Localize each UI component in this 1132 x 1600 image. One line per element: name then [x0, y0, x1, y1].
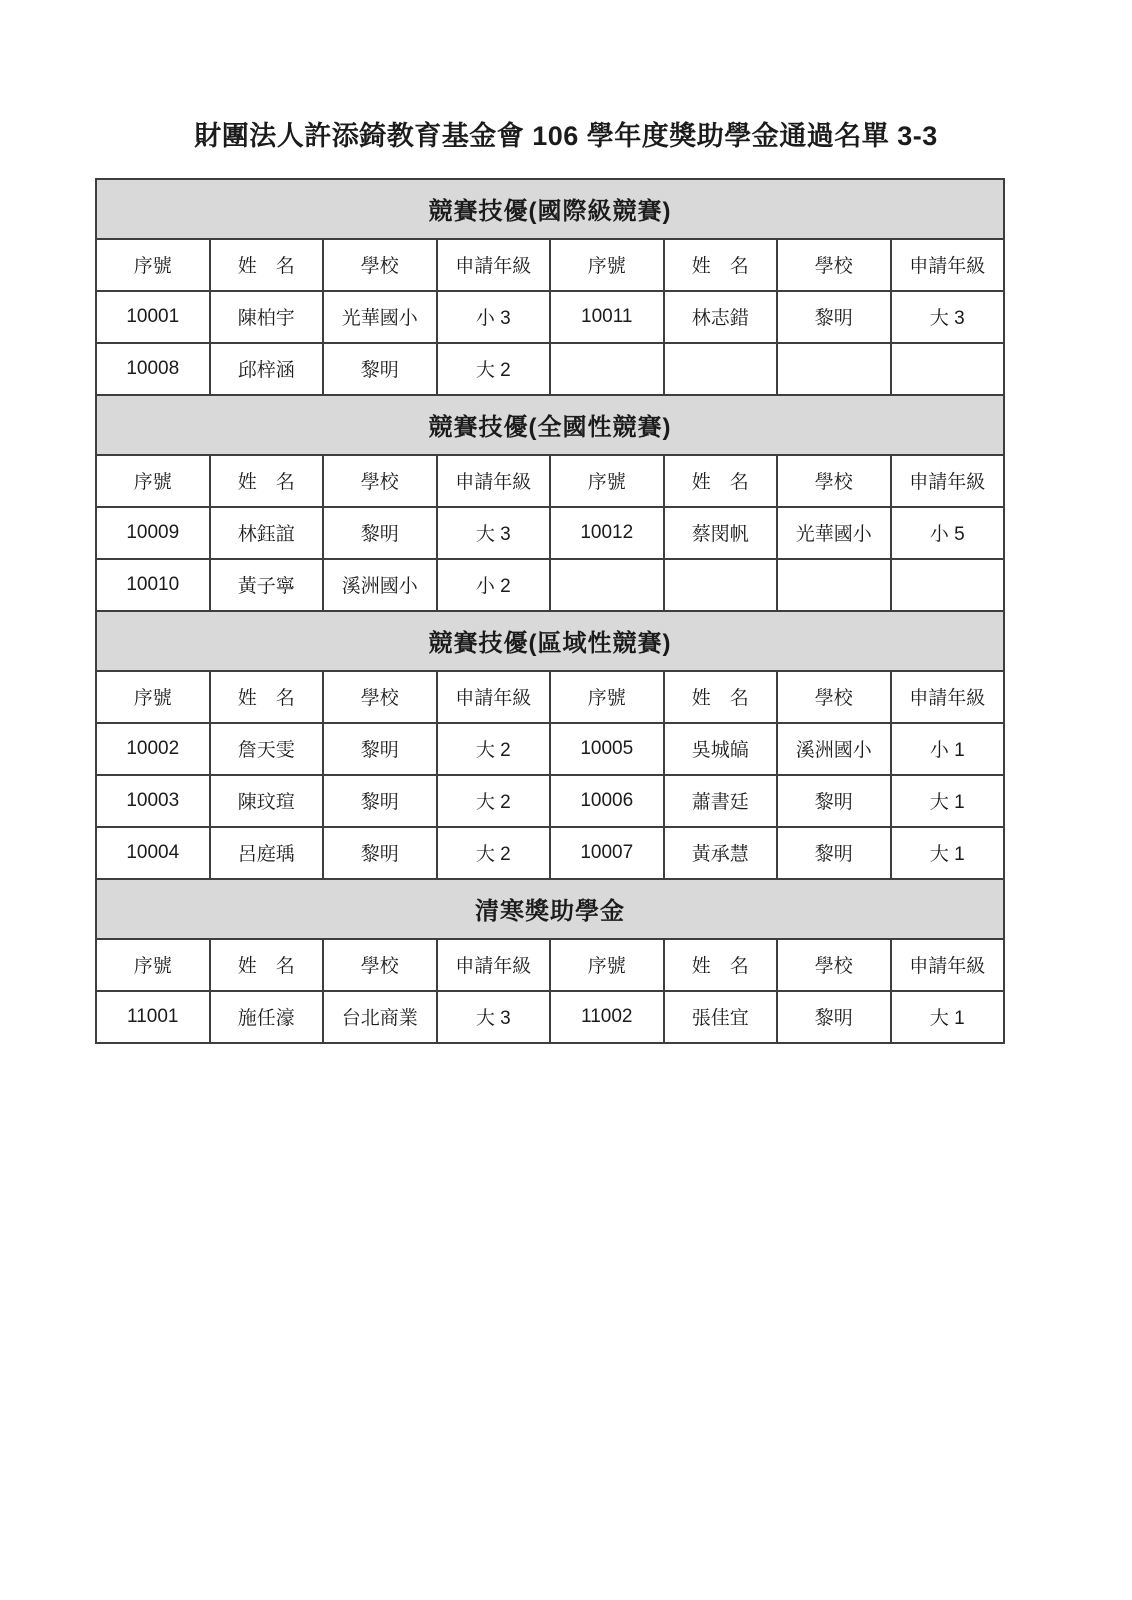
column-header-school: 學校: [323, 671, 437, 723]
cell-grade: 大 3: [891, 291, 1005, 343]
cell-school: [777, 559, 891, 611]
cell-school: 光華國小: [323, 291, 437, 343]
cell-grade: 大 3: [437, 507, 551, 559]
cell-school: [777, 343, 891, 395]
cell-grade: 小 1: [891, 723, 1005, 775]
cell-grade: 大 1: [891, 991, 1005, 1043]
page-title: 財團法人許添錡教育基金會 106 學年度獎助學金通過名單 3-3: [194, 121, 938, 151]
cell-grade: 小 5: [891, 507, 1005, 559]
table-row: [96, 343, 1004, 395]
column-header-grade: 申請年級: [891, 671, 1005, 723]
column-header-grade: 申請年級: [437, 239, 551, 291]
cell-serial: 10002: [96, 723, 210, 775]
cell-serial: 10009: [96, 507, 210, 559]
cell-serial: [550, 343, 664, 395]
cell-serial: [550, 559, 664, 611]
cell-serial: 10001: [96, 291, 210, 343]
cell-name: 呂庭瑀: [210, 827, 324, 879]
table-row: [96, 291, 1004, 343]
cell-name: 邱梓涵: [210, 343, 324, 395]
cell-grade: 大 2: [437, 827, 551, 879]
cell-serial: 10007: [550, 827, 664, 879]
cell-grade: [891, 559, 1005, 611]
cell-school: 溪洲國小: [323, 559, 437, 611]
scholarship-table: [95, 178, 1005, 1044]
table-row: [96, 827, 1004, 879]
table-row: [96, 991, 1004, 1043]
cell-name: 蔡閔帆: [664, 507, 778, 559]
column-header-grade: 申請年級: [437, 939, 551, 991]
cell-school: 黎明: [777, 775, 891, 827]
cell-name: [664, 343, 778, 395]
column-header-serial: 序號: [550, 455, 664, 507]
cell-name: 詹天雯: [210, 723, 324, 775]
cell-school: 黎明: [777, 991, 891, 1043]
cell-name: [664, 559, 778, 611]
section-heading: 競賽技優(全國性競賽): [96, 395, 1004, 455]
column-header-name: 姓 名: [210, 455, 324, 507]
column-header-serial: 序號: [96, 671, 210, 723]
column-header-name: 姓 名: [664, 455, 778, 507]
cell-serial: 10005: [550, 723, 664, 775]
cell-grade: 大 2: [437, 775, 551, 827]
section-band-row: [96, 179, 1004, 239]
cell-grade: 大 1: [891, 775, 1005, 827]
cell-serial: 10008: [96, 343, 210, 395]
cell-school: 黎明: [777, 291, 891, 343]
column-header-serial: 序號: [550, 671, 664, 723]
section-heading: 清寒獎助學金: [96, 879, 1004, 939]
section-band-row: [96, 395, 1004, 455]
column-header-grade: 申請年級: [437, 455, 551, 507]
cell-grade: 小 2: [437, 559, 551, 611]
cell-school: 黎明: [323, 507, 437, 559]
column-header-serial: 序號: [550, 239, 664, 291]
column-header-row: [96, 239, 1004, 291]
column-header-school: 學校: [777, 455, 891, 507]
column-header-name: 姓 名: [210, 939, 324, 991]
column-header-grade: 申請年級: [891, 455, 1005, 507]
cell-school: 黎明: [323, 775, 437, 827]
column-header-school: 學校: [323, 455, 437, 507]
column-header-school: 學校: [323, 939, 437, 991]
cell-name: 林志錯: [664, 291, 778, 343]
column-header-school: 學校: [777, 671, 891, 723]
table-row: [96, 775, 1004, 827]
cell-school: 黎明: [323, 827, 437, 879]
column-header-school: 學校: [777, 939, 891, 991]
column-header-name: 姓 名: [664, 671, 778, 723]
cell-school: 黎明: [323, 343, 437, 395]
column-header-name: 姓 名: [664, 239, 778, 291]
column-header-grade: 申請年級: [891, 939, 1005, 991]
cell-serial: 11001: [96, 991, 210, 1043]
cell-serial: 10003: [96, 775, 210, 827]
cell-school: 黎明: [323, 723, 437, 775]
cell-name: 陳柏宇: [210, 291, 324, 343]
cell-grade: 大 2: [437, 343, 551, 395]
cell-name: 黃承慧: [664, 827, 778, 879]
table-row: [96, 507, 1004, 559]
cell-school: 溪洲國小: [777, 723, 891, 775]
column-header-serial: 序號: [550, 939, 664, 991]
column-header-row: [96, 455, 1004, 507]
cell-serial: 10010: [96, 559, 210, 611]
cell-serial: 10004: [96, 827, 210, 879]
cell-serial: 10006: [550, 775, 664, 827]
column-header-grade: 申請年級: [437, 671, 551, 723]
section-heading: 競賽技優(國際級競賽): [96, 179, 1004, 239]
table-row: [96, 723, 1004, 775]
cell-name: 黃子寧: [210, 559, 324, 611]
cell-name: 蕭書廷: [664, 775, 778, 827]
column-header-serial: 序號: [96, 239, 210, 291]
section-band-row: [96, 611, 1004, 671]
cell-name: 施任濠: [210, 991, 324, 1043]
column-header-serial: 序號: [96, 455, 210, 507]
cell-serial: 10012: [550, 507, 664, 559]
section-heading: 競賽技優(區域性競賽): [96, 611, 1004, 671]
column-header-grade: 申請年級: [891, 239, 1005, 291]
column-header-name: 姓 名: [210, 239, 324, 291]
cell-name: 林鈺誼: [210, 507, 324, 559]
cell-name: 張佳宜: [664, 991, 778, 1043]
column-header-name: 姓 名: [210, 671, 324, 723]
column-header-school: 學校: [323, 239, 437, 291]
scholarship-table-body: [96, 179, 1004, 1043]
column-header-name: 姓 名: [664, 939, 778, 991]
cell-school: 光華國小: [777, 507, 891, 559]
cell-serial: 11002: [550, 991, 664, 1043]
column-header-serial: 序號: [96, 939, 210, 991]
cell-name: 陳玟瑄: [210, 775, 324, 827]
column-header-school: 學校: [777, 239, 891, 291]
cell-grade: 大 1: [891, 827, 1005, 879]
cell-school: 黎明: [777, 827, 891, 879]
cell-grade: 大 3: [437, 991, 551, 1043]
cell-grade: 大 2: [437, 723, 551, 775]
section-band-row: [96, 879, 1004, 939]
column-header-row: [96, 939, 1004, 991]
cell-grade: [891, 343, 1005, 395]
table-row: [96, 559, 1004, 611]
column-header-row: [96, 671, 1004, 723]
cell-school: 台北商業: [323, 991, 437, 1043]
cell-serial: 10011: [550, 291, 664, 343]
cell-grade: 小 3: [437, 291, 551, 343]
cell-name: 吳城皜: [664, 723, 778, 775]
